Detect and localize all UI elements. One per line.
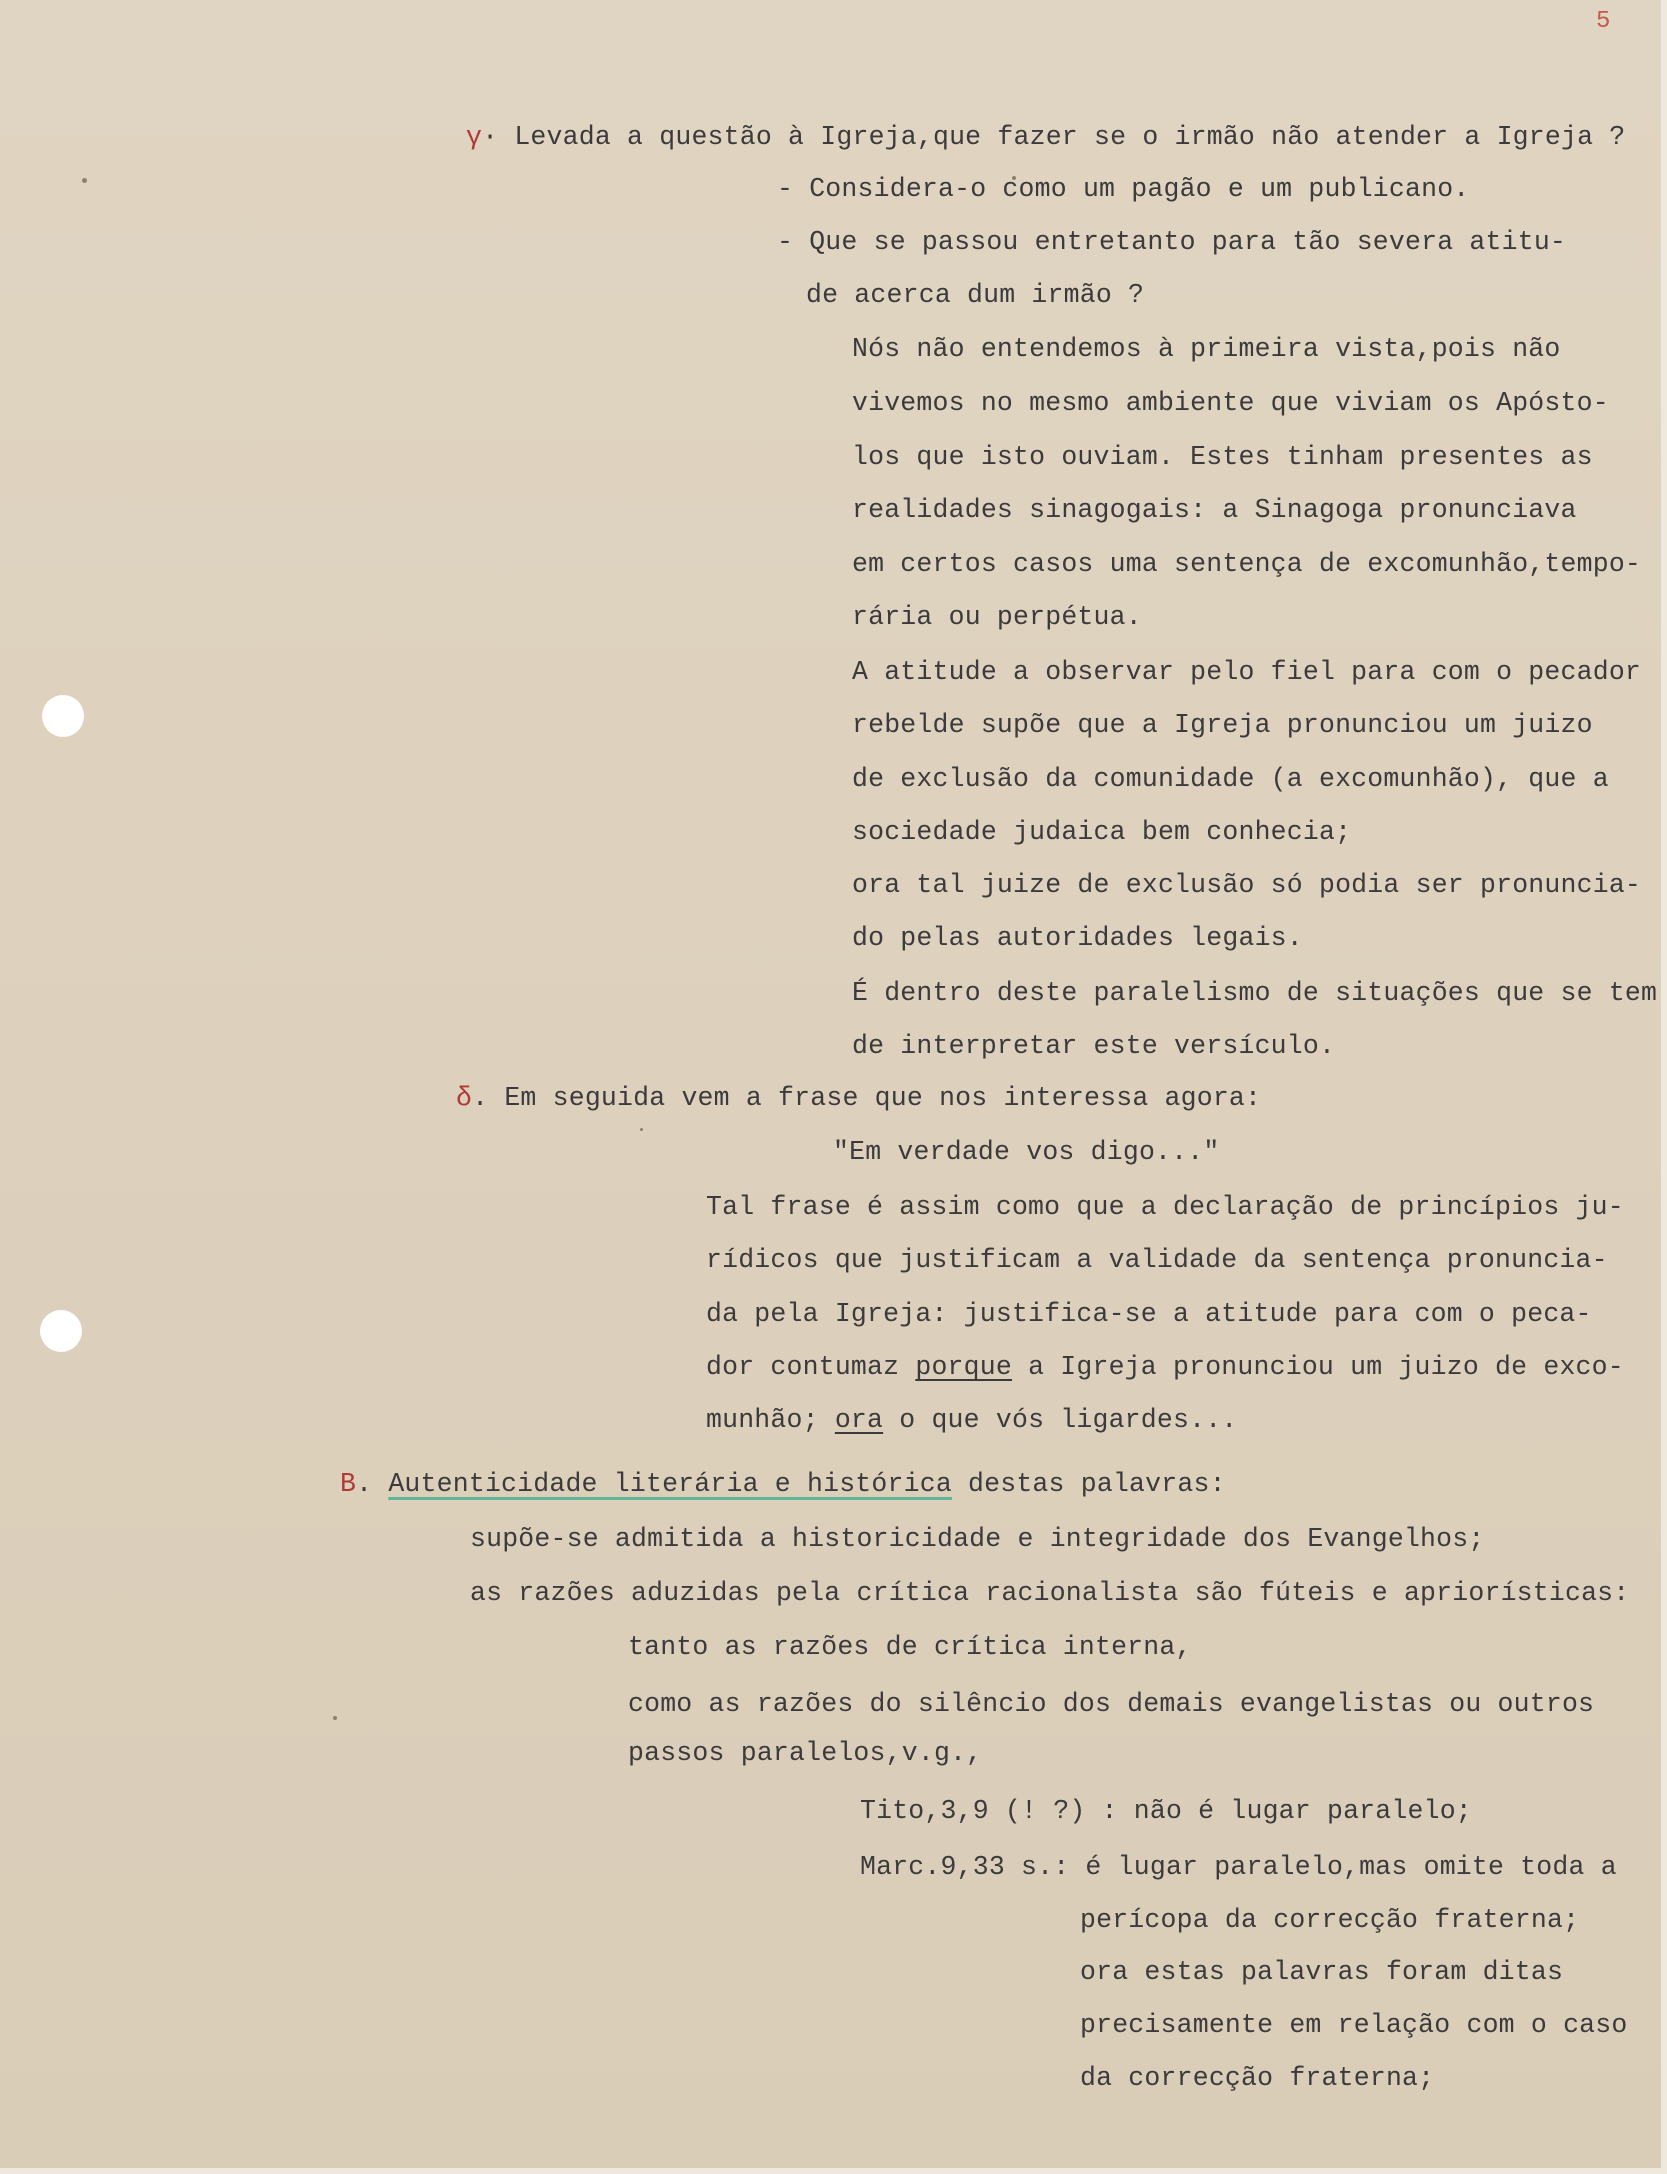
paper-speck xyxy=(82,178,87,183)
line-text: . Em seguida vem a frase que nos interessa agora: xyxy=(472,1083,1262,1113)
text-line: de acerca dum irmão ? xyxy=(806,280,1145,310)
text-line: A atitude a observar pelo fiel para com o pecador xyxy=(852,657,1642,687)
text-line: ora tal juize de exclusão só podia ser pronuncia- xyxy=(852,870,1642,900)
text-line: passos paralelos,v.g., xyxy=(628,1738,983,1768)
text-line: - Que se passou entretanto para tão severa atitu- xyxy=(777,227,1567,257)
paper-speck xyxy=(333,1716,337,1720)
quote-line: "Em verdade vos digo..." xyxy=(833,1137,1220,1167)
delta-marker: δ xyxy=(456,1083,473,1113)
text-line: vivemos no mesmo ambiente que viviam os Apósto- xyxy=(852,388,1609,418)
underlined-word: porque xyxy=(915,1352,1012,1382)
text-line: - Considera-o como um pagão e um publicano. xyxy=(777,174,1470,204)
text-line: de exclusão da comunidade (a excomunhão), que a xyxy=(852,764,1609,794)
gamma-marker: γ xyxy=(466,122,483,152)
text-line: da correcção fraterna; xyxy=(1080,2063,1435,2093)
b-marker: B xyxy=(340,1469,357,1499)
line-text: · Levada a questão à Igreja,que fazer se o irmão não atender a Igreja ? xyxy=(482,122,1626,152)
text-line: É dentro deste paralelismo de situações que se tem xyxy=(852,978,1658,1008)
text-line: as razões aduzidas pela crítica racionalista são fúteis e apriorísticas: xyxy=(470,1578,1630,1608)
text-line: da pela Igreja: justifica-se a atitude para com o peca- xyxy=(706,1299,1592,1329)
text-line xyxy=(706,1350,1624,1384)
text-line: Tito,3,9 (! ?) : não é lugar paralelo; xyxy=(860,1796,1472,1826)
line-text: destas palavras: xyxy=(951,1469,1226,1499)
text-line: de interpretar este versículo. xyxy=(852,1031,1336,1061)
page-edge-bottom xyxy=(0,2168,1667,2174)
text-line: rídicos que justificam a validade da sentença pronuncia- xyxy=(706,1245,1608,1275)
line-text: o que vós ligardes... xyxy=(883,1405,1238,1435)
highlighted-heading: Autenticidade literária e histórica xyxy=(388,1469,952,1499)
page-number: 5 xyxy=(1596,8,1611,35)
section-heading xyxy=(340,1467,1226,1501)
text-line xyxy=(706,1403,1237,1437)
text-line: Nós não entendemos à primeira vista,pois não xyxy=(852,334,1561,364)
punch-hole-icon xyxy=(42,695,84,737)
text-line: Tal frase é assim como que a declaração de princípios ju- xyxy=(706,1192,1624,1222)
paper-speck xyxy=(640,1128,643,1131)
text-line xyxy=(456,1081,1261,1115)
text-line: sociedade judaica bem conhecia; xyxy=(852,817,1352,847)
text-line: como as razões do silêncio dos demais evangelistas ou outros xyxy=(628,1689,1595,1719)
text-line: perícopa da correcção fraterna; xyxy=(1080,1905,1580,1935)
text-line: tanto as razões de crítica interna, xyxy=(628,1632,1192,1662)
text-line: rebelde supõe que a Igreja pronunciou um juizo xyxy=(852,710,1593,740)
line-text: dor contumaz xyxy=(706,1352,916,1382)
text-line: los que isto ouviam. Estes tinham presentes as xyxy=(852,442,1593,472)
text-line: realidades sinagogais: a Sinagoga pronunciava xyxy=(852,495,1577,525)
text-line xyxy=(466,120,1625,154)
text-line: precisamente em relação com o caso xyxy=(1080,2010,1628,2040)
text-line: Marc.9,33 s.: é lugar paralelo,mas omite toda a xyxy=(860,1852,1617,1882)
line-text: munhão; xyxy=(706,1405,835,1435)
text-line: supõe-se admitida a historicidade e integridade dos Evangelhos; xyxy=(470,1524,1485,1554)
text-line: em certos casos uma sentença de excomunhão,tempo- xyxy=(852,549,1642,579)
page-edge-right xyxy=(1661,0,1667,2174)
line-text: a Igreja pronunciou um juizo de exco- xyxy=(1011,1352,1624,1382)
text-line: ora estas palavras foram ditas xyxy=(1080,1957,1564,1987)
text-line: do pelas autoridades legais. xyxy=(852,923,1303,953)
line-text: . xyxy=(356,1469,389,1499)
text-line: rária ou perpétua. xyxy=(852,602,1142,632)
underlined-word: ora xyxy=(834,1405,884,1435)
punch-hole-icon xyxy=(40,1310,82,1352)
